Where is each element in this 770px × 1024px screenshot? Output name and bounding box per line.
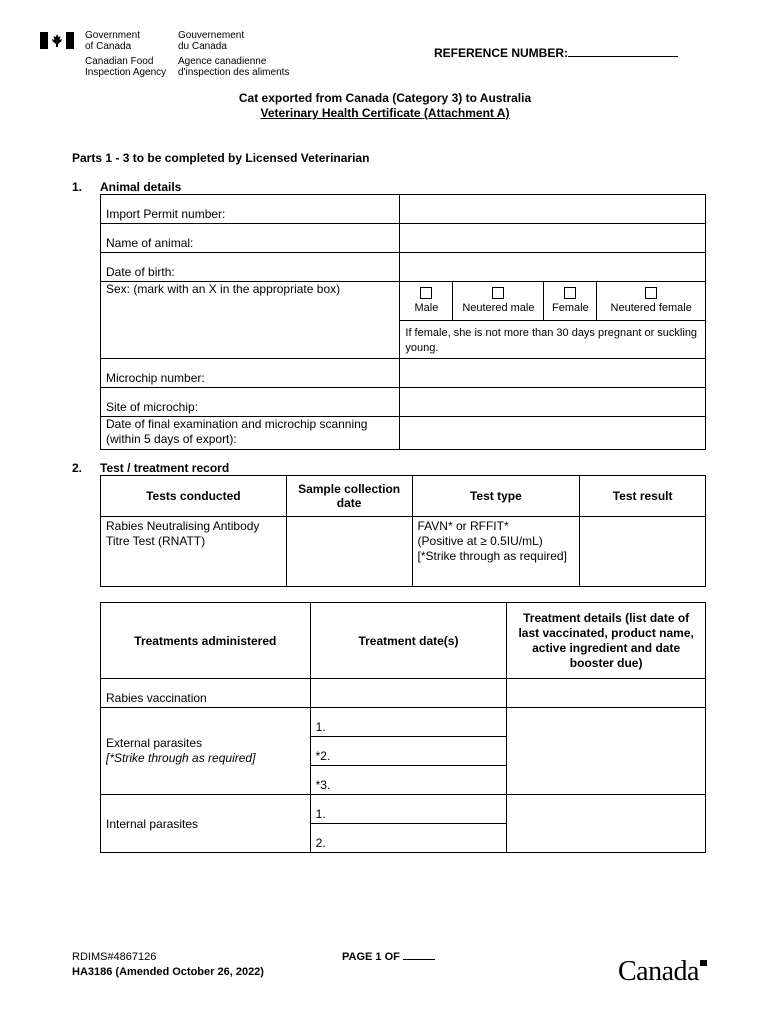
reference-number: REFERENCE NUMBER: bbox=[434, 46, 678, 60]
import-permit-label: Import Permit number: bbox=[106, 207, 226, 221]
section1-heading: Animal details bbox=[100, 180, 182, 194]
section2-heading: Test / treatment record bbox=[100, 461, 230, 475]
date-of-birth-field[interactable] bbox=[400, 253, 706, 282]
treatments-table bbox=[100, 602, 706, 853]
neutered-male-label: Neutered male bbox=[462, 302, 535, 314]
date-of-birth-label: Date of birth: bbox=[106, 265, 175, 279]
rabies-vaccination-label: Rabies vaccination bbox=[106, 691, 207, 705]
test-result-header: Test result bbox=[580, 476, 706, 517]
external-date-1[interactable]: 1. bbox=[315, 720, 326, 734]
test-type-header: Test type bbox=[412, 476, 580, 517]
sample-collection-field[interactable] bbox=[286, 517, 412, 587]
section2-number: 2. bbox=[72, 461, 83, 475]
neutered-female-checkbox[interactable] bbox=[645, 287, 657, 299]
section1-number: 1. bbox=[72, 180, 83, 194]
title-line1: Cat exported from Canada (Category 3) to Australia bbox=[238, 91, 532, 105]
government-fr: Gouvernement du Canada bbox=[178, 30, 245, 52]
microchip-number-label: Microchip number: bbox=[106, 371, 205, 385]
male-label: Male bbox=[414, 302, 439, 314]
page-number: PAGE 1 OF bbox=[342, 951, 435, 963]
neutered-male-checkbox[interactable] bbox=[492, 287, 504, 299]
sample-collection-header: Sample collection date bbox=[286, 476, 412, 517]
external-date-2[interactable]: *2. bbox=[315, 749, 331, 763]
female-note: If female, she is not more than 30 days pregnant or suckling young. bbox=[405, 327, 698, 354]
site-of-microchip-label: Site of microchip: bbox=[106, 400, 199, 414]
treatments-administered-header: Treatments administered bbox=[101, 603, 311, 679]
external-date-3[interactable]: *3. bbox=[315, 778, 331, 792]
neutered-female-label: Neutered female bbox=[610, 302, 692, 314]
internal-date-2[interactable]: 2. bbox=[315, 836, 326, 850]
tests-conducted-header: Tests conducted bbox=[101, 476, 287, 517]
reference-number-field[interactable] bbox=[568, 56, 678, 57]
import-permit-field[interactable] bbox=[400, 195, 706, 224]
test-type-cell: FAVN* or RFFIT* (Positive at ≥ 0.5IU/mL) [*Strike through as required] bbox=[417, 519, 567, 563]
canada-wordmark: Canada bbox=[618, 956, 699, 988]
male-checkbox[interactable] bbox=[420, 287, 432, 299]
test-result-field[interactable] bbox=[580, 517, 706, 587]
treatment-details-header: Treatment details (list date of last vaccinated, product name, active ingredient and date booster due) bbox=[507, 603, 706, 679]
final-exam-label: Date of final examination and microchip scanning (within 5 days of export): bbox=[106, 417, 368, 446]
treatment-dates-header: Treatment date(s) bbox=[310, 603, 507, 679]
female-checkbox[interactable] bbox=[564, 287, 576, 299]
rnatt-test: Rabies Neutralising Antibody Titre Test (RNATT) bbox=[106, 519, 260, 548]
page-count-field[interactable] bbox=[403, 959, 435, 960]
internal-date-1[interactable]: 1. bbox=[315, 807, 326, 821]
parts-heading: Parts 1 - 3 to be completed by Licensed Veterinarian bbox=[72, 151, 370, 165]
agency-fr: Agence canadienne d'inspection des aliments bbox=[178, 56, 290, 78]
animal-details-table bbox=[100, 194, 706, 450]
canada-flag-icon bbox=[40, 32, 74, 49]
rabies-date-field[interactable] bbox=[310, 679, 507, 708]
internal-parasites-label: Internal parasites bbox=[106, 816, 199, 831]
tests-table bbox=[100, 475, 706, 587]
form-number: HA3186 (Amended October 26, 2022) bbox=[72, 966, 264, 978]
name-of-animal-field[interactable] bbox=[400, 224, 706, 253]
agency-en: Canadian Food Inspection Agency bbox=[85, 56, 167, 78]
internal-details-field[interactable] bbox=[507, 795, 706, 853]
government-en: Government of Canada bbox=[85, 30, 141, 52]
site-of-microchip-field[interactable] bbox=[400, 388, 706, 417]
rdims-number: RDIMS#4867126 bbox=[72, 951, 157, 963]
sex-options bbox=[400, 282, 705, 320]
rabies-details-field[interactable] bbox=[507, 679, 706, 708]
sex-label: Sex: (mark with an X in the appropriate box) bbox=[106, 282, 341, 296]
name-of-animal-label: Name of animal: bbox=[106, 236, 194, 250]
wordmark-flag-icon bbox=[700, 960, 707, 966]
final-exam-field[interactable] bbox=[400, 417, 706, 450]
female-label: Female bbox=[552, 302, 589, 314]
external-parasites-label: External parasites [*Strike through as required] bbox=[106, 736, 256, 765]
external-details-field[interactable] bbox=[507, 708, 706, 795]
title-line2: Veterinary Health Certificate (Attachment A) bbox=[260, 106, 510, 120]
microchip-number-field[interactable] bbox=[400, 359, 706, 388]
